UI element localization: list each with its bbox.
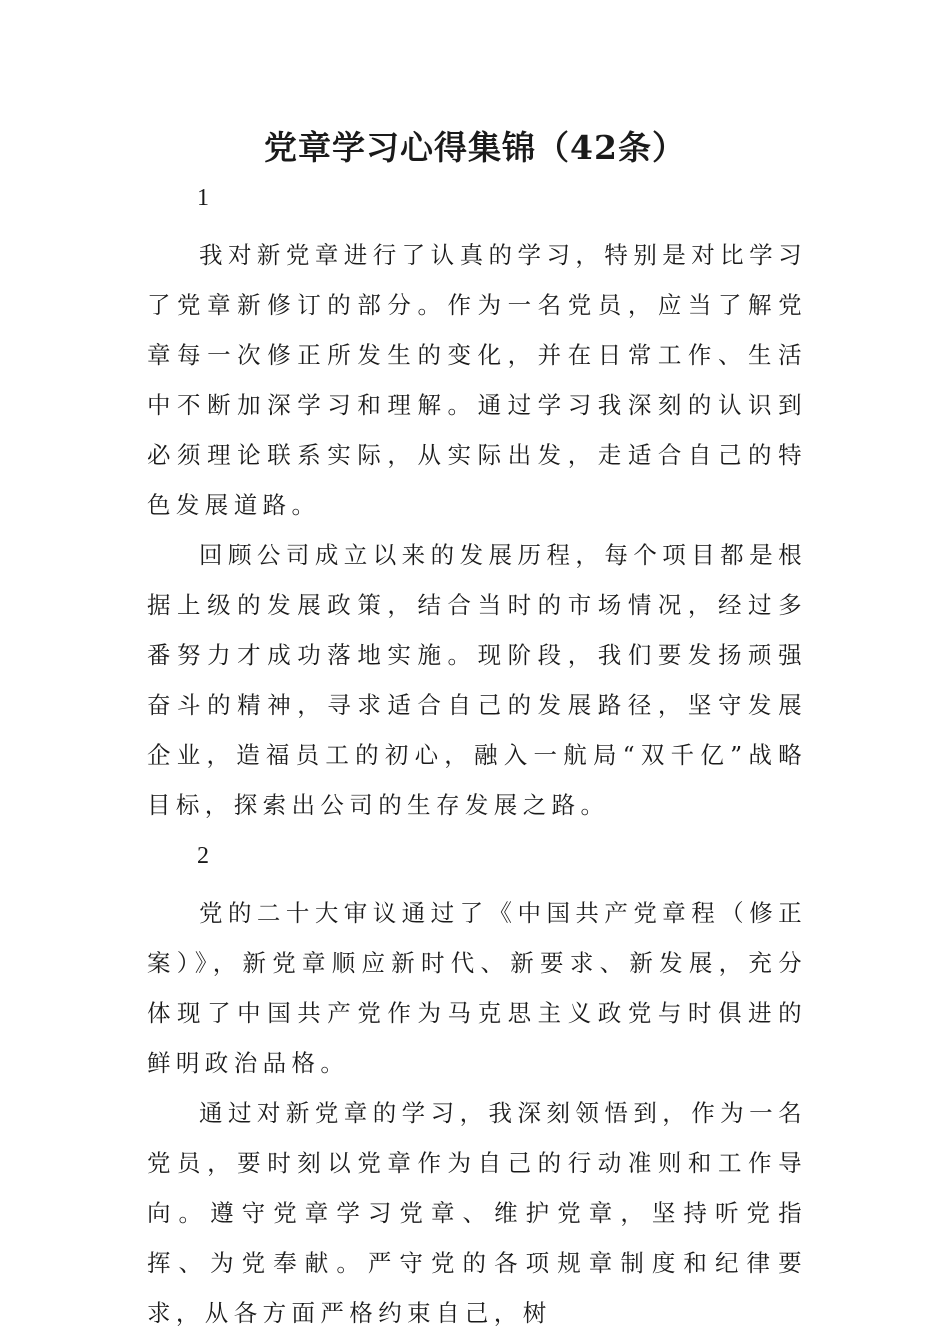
section-number: 1 bbox=[197, 185, 209, 211]
document-title: 党章学习心得集锦（42条） bbox=[264, 128, 686, 167]
document-body bbox=[147, 180, 807, 1338]
paragraph: 回顾公司成立以来的发展历程，每个项目都是根据上级的发展政策，结合当时的市场情况，经过多番努力才成功落地实施。现阶段，我们要发扬顽强奋斗的精神，寻求适合自己的发展路径，坚守发展企业，造福员工的初心，融入一航局“双千亿”战略目标，探索出公司的生存发展之路。 bbox=[147, 541, 807, 819]
paragraph: 通过对新党章的学习，我深刻领悟到，作为一名党员，要时刻以党章作为自己的行动准则和工作导向。遵守党章学习党章、维护党章，坚持听党指挥、为党奉献。严守党的各项规章制度和纪律要求，从各方面严格约束自己，树 bbox=[147, 1099, 807, 1327]
paragraph: 党的二十大审议通过了《中国共产党章程（修正案）》，新党章顺应新时代、新要求、新发展，充分体现了中国共产党作为马克思主义政党与时俱进的鲜明政治品格。 bbox=[147, 899, 807, 1077]
paragraph: 我对新党章进行了认真的学习，特别是对比学习了党章新修订的部分。作为一名党员，应当了解党章每一次修正所发生的变化，并在日常工作、生活中不断加深学习和理解。通过学习我深刻的认识到必须理论联系实际，从实际出发，走适合自己的特色发展道路。 bbox=[147, 241, 807, 519]
section-number: 2 bbox=[197, 843, 209, 869]
